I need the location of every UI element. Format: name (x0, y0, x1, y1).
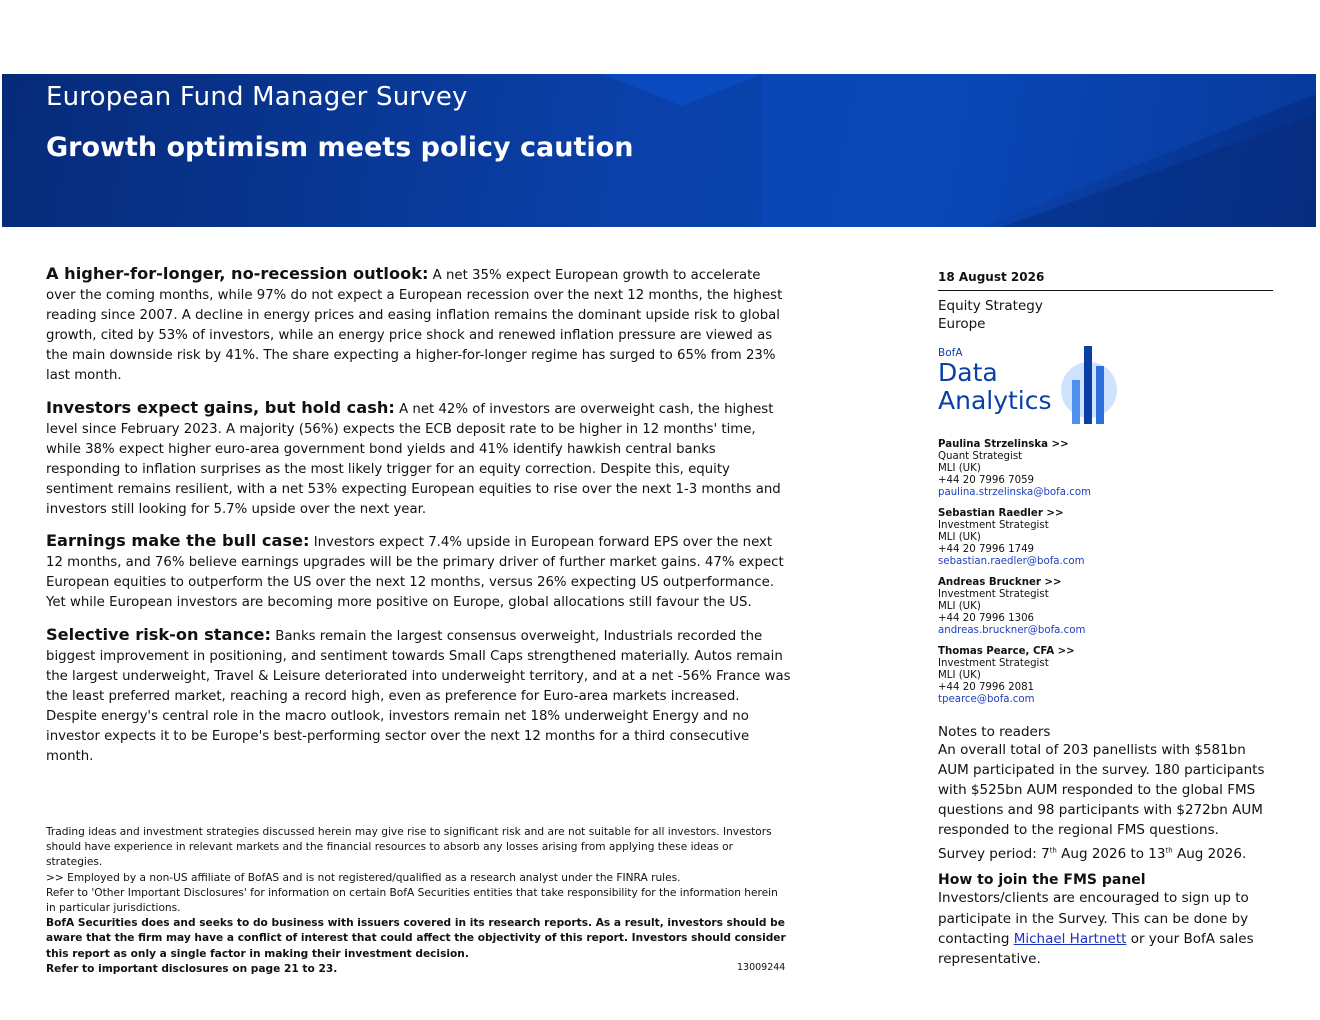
section-text: A net 42% of investors are overweight cash, the highest level since February 2023. A majority (56%) expects the ECB deposit rate to be higher in 12 months' time, while 38% expect higher euro-area government bond yields and 41% identify hawkish central banks responding to inflation surprises as the most likely trigger for an equity correction. Despite this, equity sentiment remains resilient, with a net 53% expecting European equities to rise over the next 1-3 months and investors still looking for 5.7% upside over the next year. (46, 401, 781, 518)
author-email-link[interactable]: andreas.bruckner@bofa.com (938, 625, 1086, 636)
section-text: A net 35% expect European growth to accelerate over the coming months, while 97% do not expect a European recession over the next 12 months, the highest reading since 2007. A decline in energy prices and easing inflation remains the dominant upside risk to global growth, cited by 53% of investors, while an energy price shock and renewed inflation pressure are viewed as the main downside risk by 41%. The share expecting a higher-for-longer regime has surged to 65% from 23% last month. (46, 268, 783, 384)
disclaimer-disclosures: Refer to important disclosures on page 21 to 23. (46, 962, 338, 975)
author-role: Investment Strategist (938, 658, 1049, 669)
author-name: Thomas Pearce, CFA >> (938, 646, 1075, 657)
section-heading: Earnings make the bull case: (46, 531, 310, 551)
notes-text: An overall total of 203 panellists with $581bn AUM participated in the survey. 180 participants with $525bn AUM responded to the global FMS questions and 98 participants with $272bn AUM responded to the regional FMS questions. (938, 742, 1265, 839)
section-text: Investors expect 7.4% upside in European forward EPS over the next 12 months, and 76% believe earnings upgrades will be the primary driver of further market gains. 47% expect European equities to outperform the US over the next 12 months, versus 26% expecting US outperformance. Yet while European investors are becoming more positive on Europe, global allocations still favour the US. (46, 535, 784, 611)
author-card (938, 439, 1273, 499)
author-phone: +44 20 7996 1306 (938, 613, 1035, 624)
header-banner (2, 74, 1316, 227)
author-card (938, 577, 1273, 637)
disclaimer-entities: Refer to 'Other Important Disclosures' for information on certain BofA Securities entities that take responsibility for the information herein in particular jurisdictions. (46, 886, 778, 915)
document-number: 13009244 (737, 962, 786, 973)
author-role: Quant Strategist (938, 451, 1023, 462)
join-panel-title: How to join the FMS panel (938, 872, 1146, 889)
disclaimer-conflict: BofA Securities does and seeks to do business with issuers covered in its research reports. As a result, investors should be aware that the firm may have a conflict of interest that could affect the objectivity of this report. Investors should consider this report as only a single factor in making their investment decision. (46, 917, 786, 960)
section-heading: Selective risk-on stance: (46, 624, 272, 644)
author-role: Investment Strategist (938, 589, 1049, 600)
author-email-link[interactable]: paulina.strzelinska@bofa.com (938, 487, 1091, 498)
bofa-label: BofA (938, 347, 963, 359)
section-outlook (46, 264, 791, 387)
notes-title: Notes to readers (938, 724, 1051, 740)
region-line: Europe (938, 316, 986, 332)
sidebar (938, 270, 1273, 969)
author-entity: MLI (UK) (938, 532, 981, 543)
disclaimer-risk: Trading ideas and investment strategies discussed herein may give rise to significant risk and are not suitable for all investors. Investors should have experience in relevant markets and the financial resources to absorb any losses arising from applying these ideas or strategies. (46, 826, 772, 869)
join-panel-text: Investors/clients are encouraged to sign up to participate in the Survey. This can be done by contacting Michael Hartnett or your BofA sales representative. (938, 890, 1254, 967)
section-heading: A higher-for-longer, no-recession outlook: (46, 264, 429, 283)
author-name: Paulina Strzelinska >> (938, 439, 1069, 450)
section-risk-on (46, 625, 791, 768)
author-entity: MLI (UK) (938, 670, 981, 681)
author-card (938, 508, 1273, 568)
strategy-line: Equity Strategy (938, 298, 1043, 314)
author-card (938, 646, 1273, 706)
section-heading: Investors expect gains, but hold cash: (46, 397, 395, 417)
author-phone: +44 20 7996 2081 (938, 682, 1035, 693)
author-name: Andreas Bruckner >> (938, 577, 1062, 588)
contact-link[interactable]: Michael Hartnett (1013, 930, 1127, 947)
disclaimer-affiliate: >> Employed by a non-US affiliate of BofAS and is not registered/qualified as a research analyst under the FINRA rules. (46, 871, 681, 884)
logo-line-1: Data (938, 358, 998, 387)
section-text: Banks remain the largest consensus overweight, Industrials recorded the biggest improvement in positioning, and sentiment towards Small Caps strengthened materially. Autos remain the largest underweight, Travel & Leisure deteriorated into underweight territory, and at a net -56% France was the least preferred market, reaching a record high, even as preference for Euro-area markets increased. Despite energy's central role in the macro outlook, investors remain net 18% underweight Energy and no investor expects it to be Europe's best-performing sector over the next 12 months for a third consecutive month. (46, 628, 791, 765)
report-series-title: European Fund Manager Survey (46, 82, 468, 112)
logo-line-2: Analytics (938, 386, 1052, 415)
author-entity: MLI (UK) (938, 463, 981, 474)
report-title: Growth optimism meets policy caution (46, 132, 634, 163)
main-content (46, 264, 791, 778)
section-cash (46, 398, 791, 521)
author-name: Sebastian Raedler >> (938, 508, 1064, 519)
author-email-link[interactable]: tpearce@bofa.com (938, 694, 1035, 705)
data-analytics-bars-icon (1058, 344, 1120, 428)
disclaimer (46, 825, 786, 977)
survey-period: Survey period: 7th Aug 2026 to 13th Aug 2026. (938, 846, 1247, 863)
author-phone: +44 20 7996 7059 (938, 475, 1035, 486)
report-date: 18 August 2026 (938, 270, 1273, 291)
author-entity: MLI (UK) (938, 601, 981, 612)
strategy-label (938, 297, 1273, 333)
section-earnings (46, 531, 791, 613)
author-phone: +44 20 7996 1749 (938, 544, 1035, 555)
author-role: Investment Strategist (938, 520, 1049, 531)
author-email-link[interactable]: sebastian.raedler@bofa.com (938, 556, 1085, 567)
